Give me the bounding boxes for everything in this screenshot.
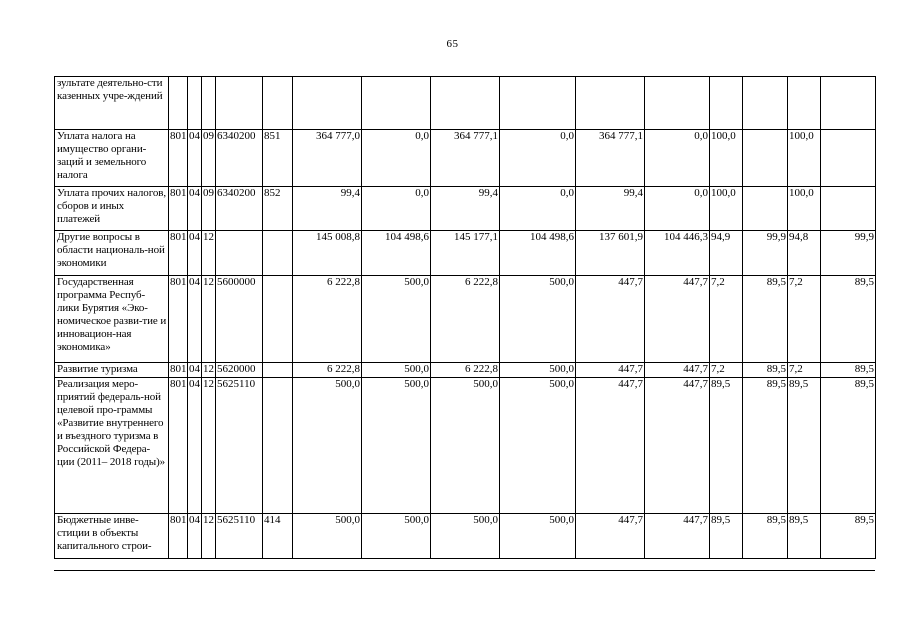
- row-percent-2: [743, 77, 788, 130]
- row-code-vr: [263, 77, 293, 130]
- row-value-2: 500,0: [362, 378, 431, 514]
- row-value-6: [645, 77, 710, 130]
- row-value-4: 0,0: [500, 187, 576, 231]
- row-code-cs: 09: [202, 187, 216, 231]
- row-code-rz: 801: [169, 276, 188, 363]
- table-row: [55, 130, 876, 187]
- row-value-5: 447,7: [576, 378, 645, 514]
- row-code-cs: 09: [202, 130, 216, 187]
- row-code-pr: 04: [188, 187, 202, 231]
- row-name: зультате деятельно-сти казенных учре-ждений: [55, 77, 169, 130]
- row-code-pr: 04: [188, 514, 202, 559]
- row-value-4: 104 498,6: [500, 231, 576, 276]
- row-value-1: [293, 77, 362, 130]
- row-value-4: 500,0: [500, 276, 576, 363]
- row-value-2: 500,0: [362, 514, 431, 559]
- table-row: [55, 514, 876, 559]
- row-value-1: 500,0: [293, 378, 362, 514]
- row-code-rz: 801: [169, 363, 188, 378]
- row-value-6: 0,0: [645, 130, 710, 187]
- row-code-vr: [263, 276, 293, 363]
- row-value-6: 104 446,3: [645, 231, 710, 276]
- row-code-pr: 04: [188, 276, 202, 363]
- row-value-4: 0,0: [500, 130, 576, 187]
- row-value-2: 500,0: [362, 363, 431, 378]
- row-percent-4: [821, 130, 876, 187]
- row-code-rz: 801: [169, 231, 188, 276]
- table-row: [55, 363, 876, 378]
- row-percent-4: [821, 77, 876, 130]
- row-value-6: 447,7: [645, 276, 710, 363]
- row-value-3: [431, 77, 500, 130]
- row-percent-4: 99,9: [821, 231, 876, 276]
- row-percent-2: 99,9: [743, 231, 788, 276]
- row-value-6: 0,0: [645, 187, 710, 231]
- row-percent-3: 94,8: [788, 231, 821, 276]
- row-value-3: 6 222,8: [431, 363, 500, 378]
- row-code-rz: [169, 77, 188, 130]
- row-percent-3: 89,5: [788, 378, 821, 514]
- row-value-6: 447,7: [645, 378, 710, 514]
- row-name: Уплата налога на имущество органи-заций и земельного налога: [55, 130, 169, 187]
- row-value-3: 500,0: [431, 378, 500, 514]
- row-percent-2: [743, 187, 788, 231]
- row-percent-2: 89,5: [743, 363, 788, 378]
- row-code-cs: 12: [202, 276, 216, 363]
- row-value-4: 500,0: [500, 378, 576, 514]
- row-code-pr: 04: [188, 130, 202, 187]
- table-row: [55, 378, 876, 514]
- table-row: [55, 187, 876, 231]
- row-value-3: 364 777,1: [431, 130, 500, 187]
- row-value-3: 500,0: [431, 514, 500, 559]
- row-percent-4: 89,5: [821, 363, 876, 378]
- row-code-csr: 5600000: [216, 276, 263, 363]
- row-code-rz: 801: [169, 187, 188, 231]
- row-value-4: [500, 77, 576, 130]
- row-code-cs: [202, 77, 216, 130]
- row-value-5: 364 777,1: [576, 130, 645, 187]
- table-row: [55, 77, 876, 130]
- row-code-pr: [188, 77, 202, 130]
- row-percent-3: 89,5: [788, 514, 821, 559]
- row-percent-4: [821, 187, 876, 231]
- table-row: [55, 231, 876, 276]
- row-code-csr: 6340200: [216, 130, 263, 187]
- row-value-4: 500,0: [500, 514, 576, 559]
- row-percent-1: 100,0: [710, 187, 743, 231]
- row-code-csr: [216, 77, 263, 130]
- row-value-2: 0,0: [362, 187, 431, 231]
- row-percent-3: 7,2: [788, 276, 821, 363]
- row-value-2: [362, 77, 431, 130]
- row-value-1: 6 222,8: [293, 363, 362, 378]
- row-name: Государственная программа Респуб-лики Бурятия «Эко-номическое разви-тие и инновацион-ная экономика»: [55, 276, 169, 363]
- row-value-6: 447,7: [645, 514, 710, 559]
- row-code-cs: 12: [202, 378, 216, 514]
- row-percent-1: 94,9: [710, 231, 743, 276]
- row-value-1: 6 222,8: [293, 276, 362, 363]
- row-value-1: 99,4: [293, 187, 362, 231]
- row-percent-1: 89,5: [710, 514, 743, 559]
- row-value-1: 145 008,8: [293, 231, 362, 276]
- row-code-vr: [263, 231, 293, 276]
- table-bottom-rule: [54, 570, 875, 571]
- row-value-5: 447,7: [576, 514, 645, 559]
- row-percent-1: 89,5: [710, 378, 743, 514]
- row-name: Развитие туризма: [55, 363, 169, 378]
- row-value-5: 447,7: [576, 363, 645, 378]
- row-value-3: 99,4: [431, 187, 500, 231]
- row-percent-2: [743, 130, 788, 187]
- row-code-vr: 414: [263, 514, 293, 559]
- row-value-2: 500,0: [362, 276, 431, 363]
- row-code-cs: 12: [202, 363, 216, 378]
- row-code-csr: 6340200: [216, 187, 263, 231]
- row-percent-3: 100,0: [788, 187, 821, 231]
- row-code-csr: 5625110: [216, 514, 263, 559]
- row-value-3: 6 222,8: [431, 276, 500, 363]
- row-code-csr: 5620000: [216, 363, 263, 378]
- row-percent-2: 89,5: [743, 514, 788, 559]
- row-percent-1: 7,2: [710, 276, 743, 363]
- row-code-rz: 801: [169, 378, 188, 514]
- row-code-pr: 04: [188, 363, 202, 378]
- row-value-2: 0,0: [362, 130, 431, 187]
- budget-table-body: [55, 77, 876, 559]
- row-code-rz: 801: [169, 130, 188, 187]
- row-percent-4: 89,5: [821, 514, 876, 559]
- row-percent-3: [788, 77, 821, 130]
- row-code-vr: [263, 378, 293, 514]
- row-name: Уплата прочих налогов, сборов и иных платежей: [55, 187, 169, 231]
- row-value-3: 145 177,1: [431, 231, 500, 276]
- table-row: [55, 276, 876, 363]
- row-code-pr: 04: [188, 231, 202, 276]
- row-value-5: [576, 77, 645, 130]
- row-code-csr: [216, 231, 263, 276]
- row-percent-3: 7,2: [788, 363, 821, 378]
- row-value-1: 500,0: [293, 514, 362, 559]
- row-value-6: 447,7: [645, 363, 710, 378]
- row-percent-4: 89,5: [821, 378, 876, 514]
- budget-table: [54, 76, 876, 559]
- row-value-5: 137 601,9: [576, 231, 645, 276]
- row-value-5: 99,4: [576, 187, 645, 231]
- row-value-4: 500,0: [500, 363, 576, 378]
- row-name: Другие вопросы в области националь-ной экономики: [55, 231, 169, 276]
- row-percent-2: 89,5: [743, 276, 788, 363]
- row-code-vr: 852: [263, 187, 293, 231]
- row-name: Бюджетные инве-стиции в объекты капитального строи-: [55, 514, 169, 559]
- row-value-5: 447,7: [576, 276, 645, 363]
- row-code-cs: 12: [202, 514, 216, 559]
- row-percent-1: [710, 77, 743, 130]
- row-code-rz: 801: [169, 514, 188, 559]
- row-percent-3: 100,0: [788, 130, 821, 187]
- row-value-2: 104 498,6: [362, 231, 431, 276]
- row-percent-1: 7,2: [710, 363, 743, 378]
- row-percent-4: 89,5: [821, 276, 876, 363]
- row-code-pr: 04: [188, 378, 202, 514]
- page-number: 65: [446, 38, 459, 50]
- row-code-csr: 5625110: [216, 378, 263, 514]
- row-name: Реализация меро-приятий федераль-ной целевой про-граммы «Развитие внутреннего и въездного туризма в Российской Федера-ции (2011– 2018 годы)»: [55, 378, 169, 514]
- row-code-cs: 12: [202, 231, 216, 276]
- row-value-1: 364 777,0: [293, 130, 362, 187]
- row-percent-2: 89,5: [743, 378, 788, 514]
- row-code-vr: 851: [263, 130, 293, 187]
- row-code-vr: [263, 363, 293, 378]
- row-percent-1: 100,0: [710, 130, 743, 187]
